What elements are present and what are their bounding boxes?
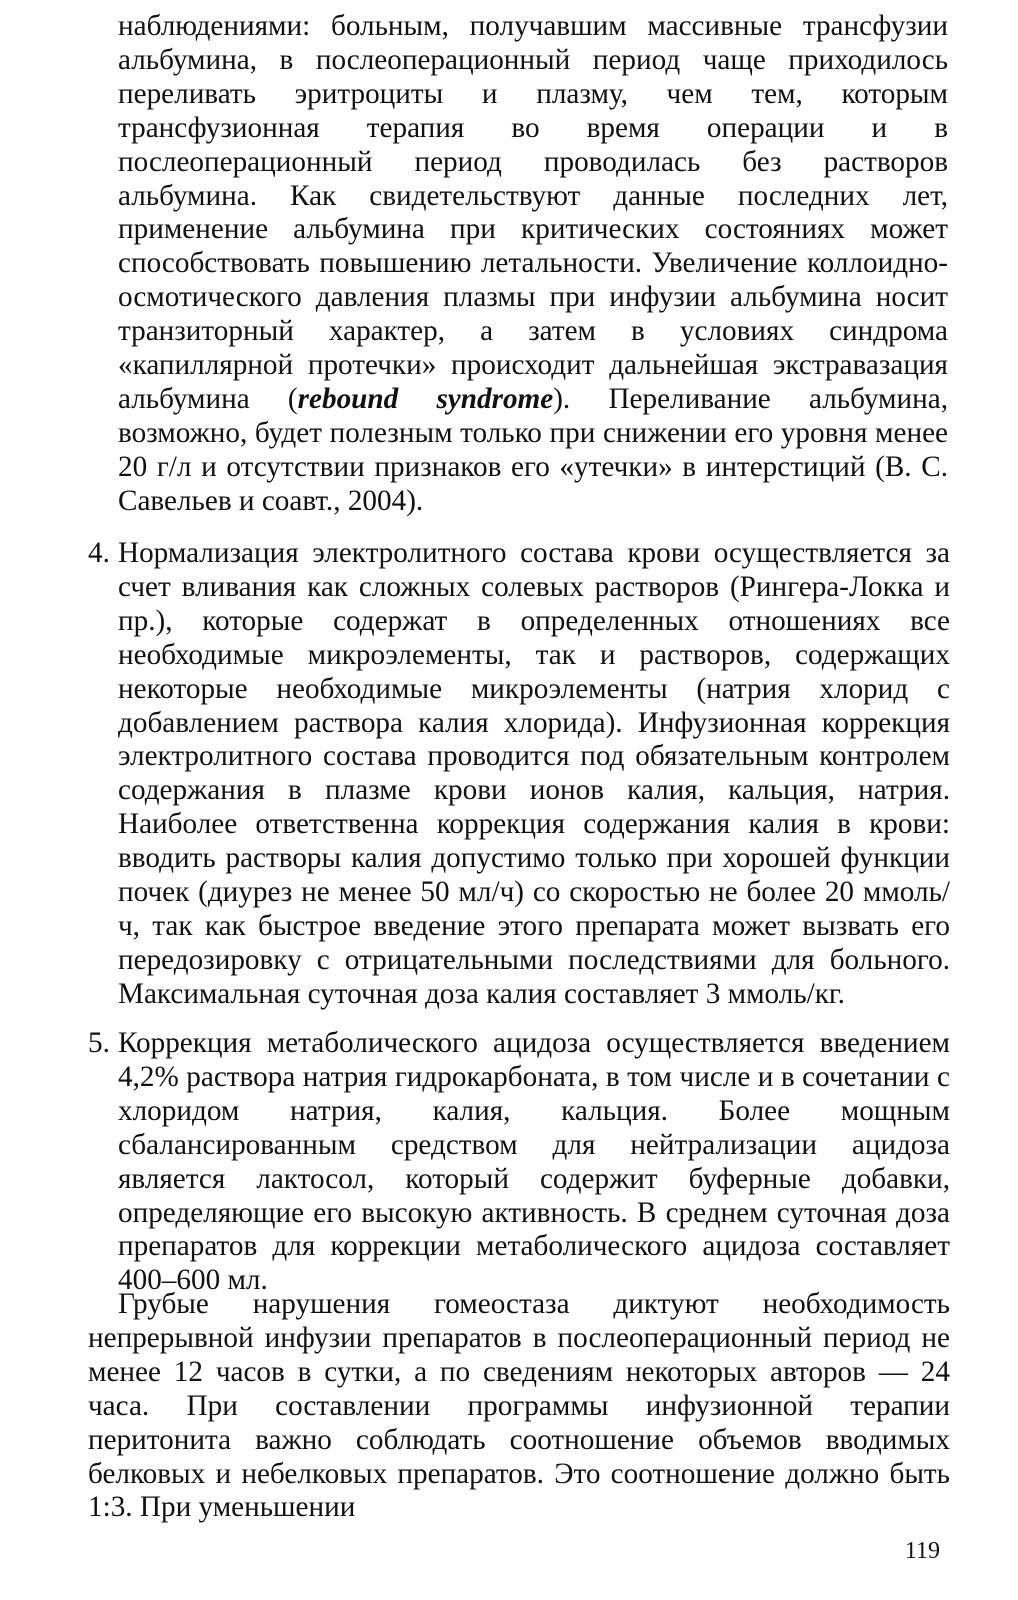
list-item-5 — [88, 1027, 950, 1298]
list-item-text: Нормализация электролитного состава крови осуществляется за счет вливания как сложных солевых растворов (Рингера-Локка и пр.), которые содержат в определенных отношениях все необходимые микроэлементы, так и растворов, содержащих некоторые необходимые микроэлементы (натрия хлорид с добавлением раствора калия хлорида). Инфузионная коррекция электролитного состава проводится под обязательным контролем содержания в плазме крови ионов калия, кальция, натрия. Наиболее ответственна коррекция содержания калия в крови: вводить растворы калия допустимо только при хорошей функции почек (диурез не менее 50 мл/ч) со скоростью не более 20 ммоль/ч, так как быстрое введение этого препарата может вызвать его передозировку с отрицательными последствиями для больного. Максимальная суточная доза калия составляет 3 ммоль/кг. — [118, 537, 950, 1010]
paragraph-text-part-1: наблюдениями: больным, получавшим массивные трансфузии альбумина, в послеоперационный период чаще приходилось переливать эритроциты и плазму, чем тем, которым трансфузионная терапия во время операции и в послеоперационный период проводилась без растворов альбумина. Как свидетельствуют данные последних лет, применение альбумина при критических состояниях может способствовать повышению летальности. Увеличение коллоидно-осмотического давления плазмы при инфузии альбумина носит транзиторный характер, а затем в условиях синдрома «капиллярной протечки» происходит дальнейшая экстравазация альбумина ( — [118, 10, 948, 415]
list-item-number: 5. — [88, 1027, 110, 1059]
page-number: 119 — [904, 1538, 940, 1564]
final-paragraph — [88, 1288, 950, 1525]
list-item-text: Коррекция метаболического ацидоза осуществляется введением 4,2% раствора натрия гидрокарбоната, в том числе и в сочетании с хлоридом натрия, калия, кальция. Более мощным сбалансированным средством для нейтрализации ацидоза является лактосол, который содержит буферные добавки, определяющие его высокую активность. В среднем суточная доза препаратов для коррекции метаболического ацидоза составляет 400–600 мл. — [118, 1027, 950, 1297]
paragraph-continuation — [118, 10, 948, 519]
italic-term: rebound syndrome — [297, 382, 554, 415]
list-item-number: 4. — [88, 537, 110, 569]
final-paragraph-text: Грубые нарушения гомеостаза диктуют необходимость непрерывной инфузии препаратов в послеоперационный период не менее 12 часов в сутки, а по сведениям некоторых авторов — 24 часа. При составлении программы инфузионной терапии перитонита важно соблюдать соотношение объемов вводимых белковых и небелковых препаратов. Это соотношение должно быть 1:3. При уменьшении — [88, 1288, 950, 1524]
paragraph-text-part-2: ). Переливание альбумина, возможно, будет полезным только при снижении его уровня менее 20 г/л и отсутствии признаков его «утечки» в интерстиций (В. С. Савельев и соавт., 2004). — [118, 382, 948, 517]
list-item-4 — [88, 537, 950, 1012]
